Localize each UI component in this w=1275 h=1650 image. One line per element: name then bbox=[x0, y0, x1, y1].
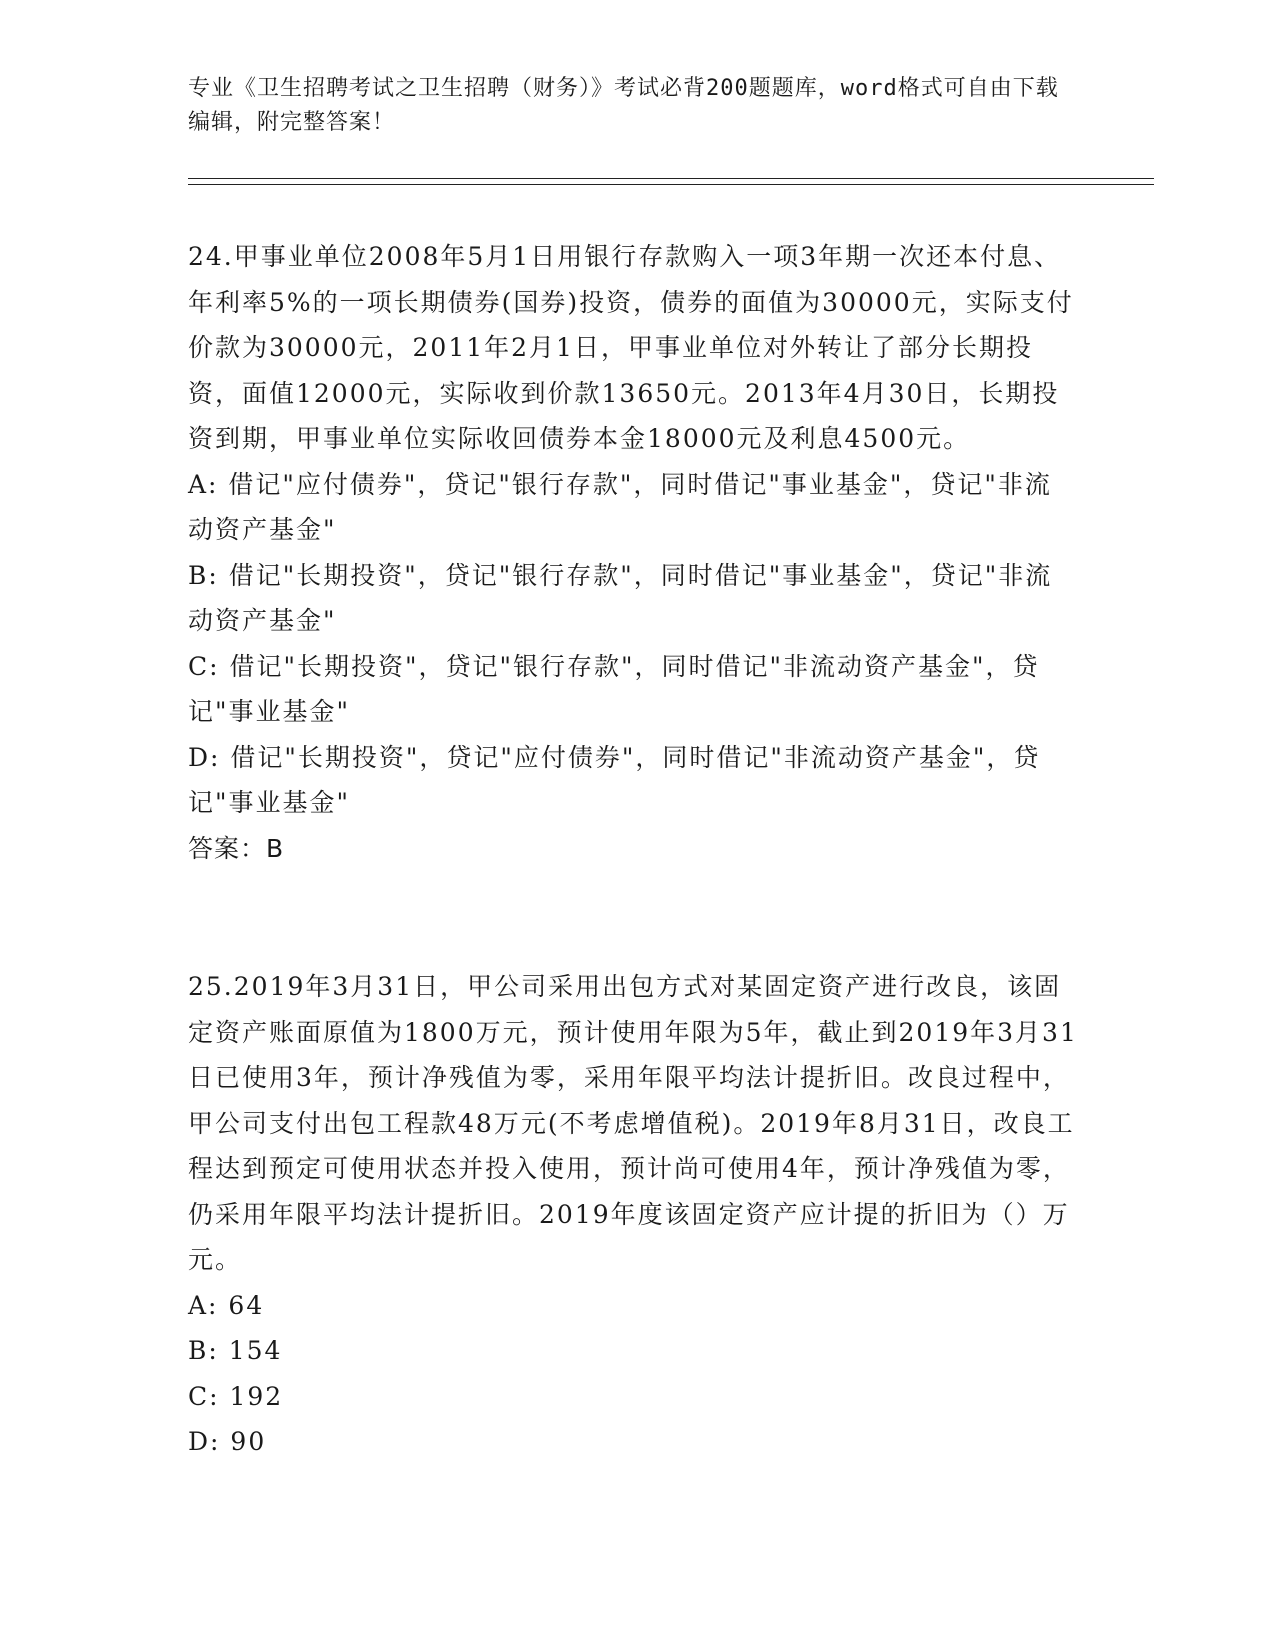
question-25 bbox=[188, 964, 1078, 1465]
header-divider-top bbox=[188, 178, 1154, 179]
question-stem: 24.甲事业单位2008年5月1日用银行存款购入一项3年期一次还本付息、年利率5%的一项长期债券(国券)投资，债券的面值为30000元，实际支付价款为30000元，2011年2月1日，甲事业单位对外转让了部分长期投资，面值12000元，实际收到价款13650元。2013年4月30日，长期投资到期，甲事业单位实际收回债券本金18000元及利息4500元。 bbox=[188, 242, 1074, 453]
answer-line: 答案：B bbox=[188, 833, 285, 863]
option-b: B: 借记"长期投资"，贷记"银行存款"，同时借记"事业基金"，贷记"非流动资产基金" bbox=[188, 560, 1053, 635]
option-d: D: 借记"长期投资"，贷记"应付债券"，同时借记"非流动资产基金"，贷记"事业基金" bbox=[188, 742, 1041, 817]
option-c: C: 192 bbox=[188, 1381, 284, 1411]
option-a: A: 借记"应付债券"，贷记"银行存款"，同时借记"事业基金"，贷记"非流动资产基金" bbox=[188, 469, 1052, 544]
document-header bbox=[188, 72, 1068, 140]
option-a: A: 64 bbox=[188, 1290, 265, 1320]
option-d: D: 90 bbox=[188, 1427, 267, 1456]
question-24 bbox=[188, 234, 1078, 871]
option-c: C: 借记"长期投资"，贷记"银行存款"，同时借记"非流动资产基金"，贷记"事业基金" bbox=[188, 651, 1040, 726]
question-stem: 25.2019年3月31日，甲公司采用出包方式对某固定资产进行改良，该固定资产账面原值为1800万元，预计使用年限为5年，截止到2019年3月31日已使用3年，预计净残值为零，采用年限平均法计提折旧。改良过程中，甲公司支付出包工程款48万元(不考虑增值税)。2019年8月31日，改良工程达到预定可使用状态并投入使用，预计尚可使用4年，预计净残值为零，仍采用年限平均法计提折旧。2019年度该固定资产应计提的折旧为（）万元。 bbox=[188, 972, 1078, 1274]
header-intro-text: 专业《卫生招聘考试之卫生招聘（财务）》考试必背200题题库，word格式可自由下载编辑，附完整答案！ bbox=[188, 76, 1059, 135]
option-b: B: 154 bbox=[188, 1336, 283, 1365]
header-divider-bottom bbox=[188, 184, 1154, 185]
